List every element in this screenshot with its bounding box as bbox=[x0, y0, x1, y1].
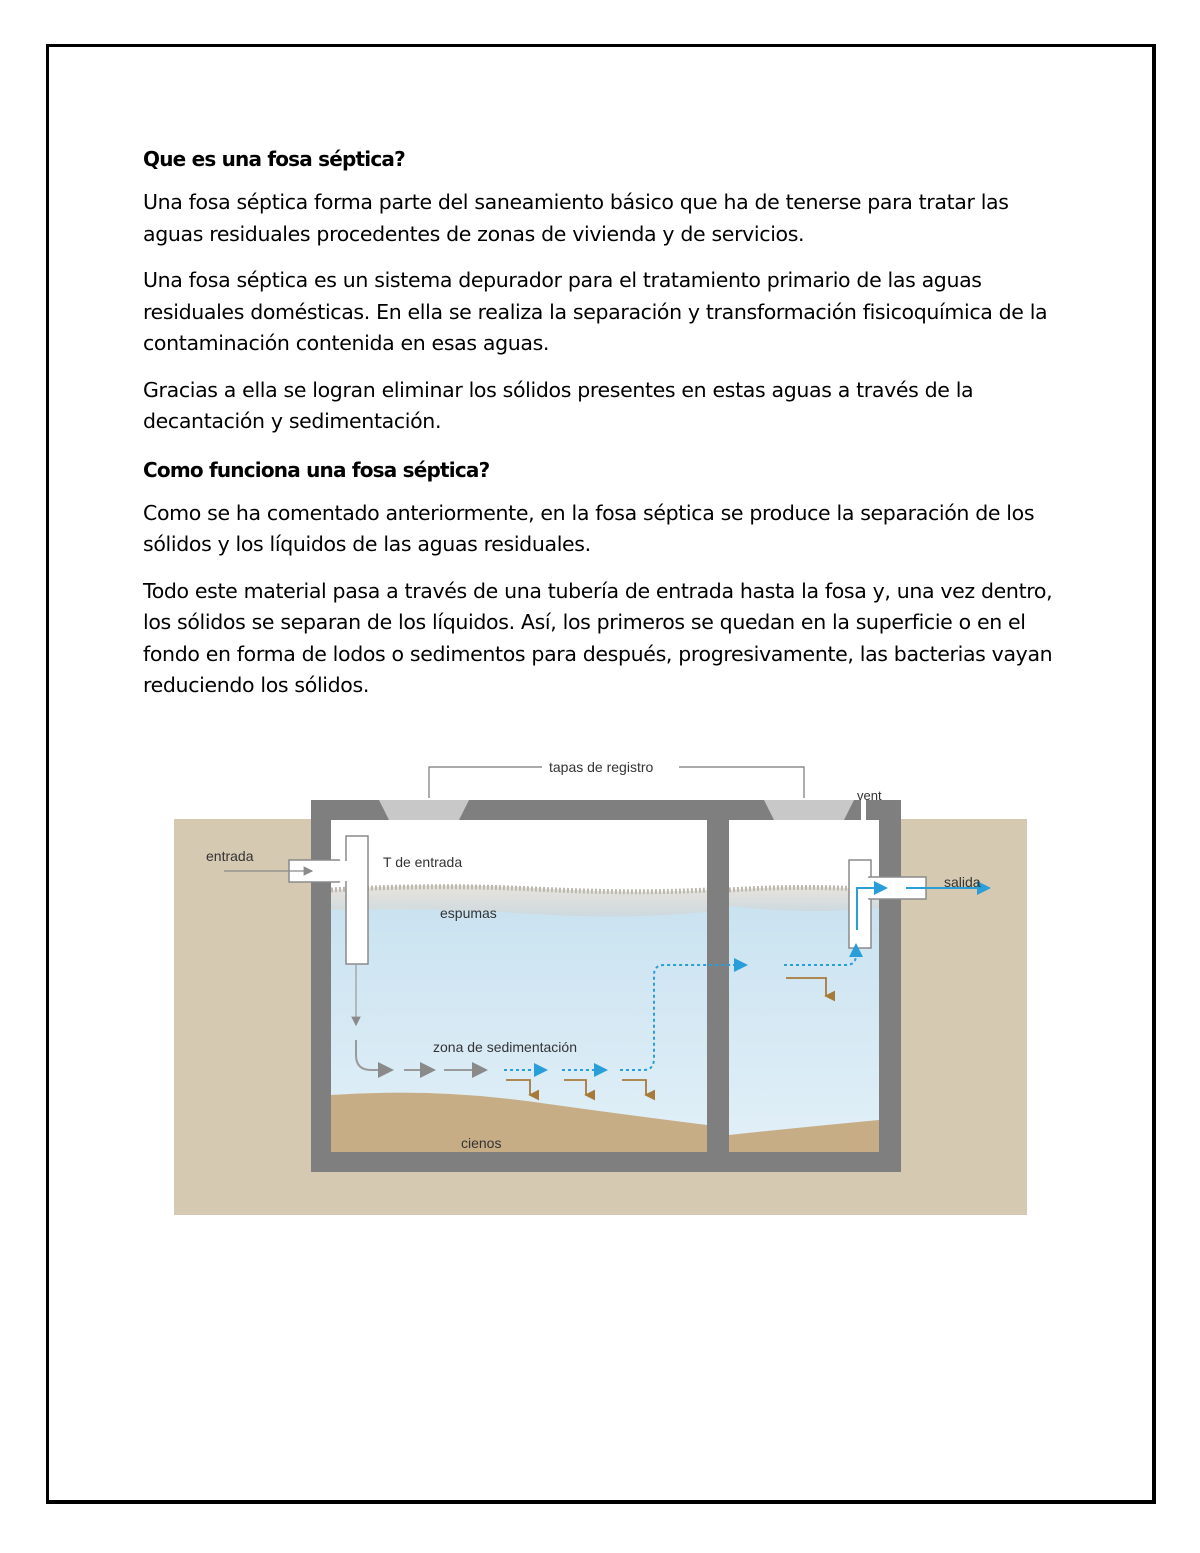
sludge-label: cienos bbox=[461, 1135, 502, 1151]
access-covers-label: tapas de registro bbox=[549, 759, 654, 775]
paragraph: Una fosa séptica forma parte del saneamiento básico que ha de tenerse para tratar las aguas residuales procedentes de zonas de vivienda y de servicios. bbox=[143, 190, 1009, 246]
access-cover-right bbox=[764, 800, 854, 820]
section-heading: Que es una fosa séptica? bbox=[143, 147, 405, 171]
septic-tank-diagram bbox=[174, 750, 1027, 1215]
septic-tank-svg bbox=[174, 750, 1027, 1215]
paragraph: Una fosa séptica es un sistema depurador para el tratamiento primario de las aguas residuales domésticas. En ella se realiza la separación y transformación fisicoquímica de la contaminación contenida en esas aguas. bbox=[143, 268, 1048, 355]
section-heading: Como funciona una fosa séptica? bbox=[143, 457, 490, 482]
paragraph: Gracias a ella se logran eliminar los sólidos presentes en estas aguas a través de la decantación y sedimentación. bbox=[143, 377, 974, 433]
access-cover-left bbox=[379, 800, 469, 820]
vent-label: vent bbox=[857, 788, 882, 803]
vent-pipe bbox=[861, 800, 866, 820]
inlet-label: entrada bbox=[206, 848, 254, 864]
inlet-tee-label: T de entrada bbox=[383, 854, 463, 870]
outlet-tee bbox=[849, 860, 871, 948]
outlet-label: salida bbox=[944, 874, 981, 890]
settling-zone-label: zona de sedimentación bbox=[433, 1039, 577, 1055]
paragraph: Todo este material pasa a través de una tubería de entrada hasta la fosa y, una vez dentro, los sólidos se separan de los líquidos. Así, los primeros se quedan en la superficie o en el fondo en forma de lodos o sedimentos para después, progresivamente, las bacterias vayan reduciendo los sólidos. bbox=[143, 578, 1053, 697]
paragraph: Como se ha comentado anteriormente, en la fosa séptica se produce la separación de los sólidos y los líquidos de las aguas residuales. bbox=[143, 500, 1035, 556]
scum-label: espumas bbox=[440, 905, 497, 921]
inlet-tee bbox=[346, 836, 368, 964]
document-body bbox=[143, 142, 1063, 717]
partition-lower bbox=[707, 975, 729, 1152]
partition-upper bbox=[707, 820, 729, 952]
